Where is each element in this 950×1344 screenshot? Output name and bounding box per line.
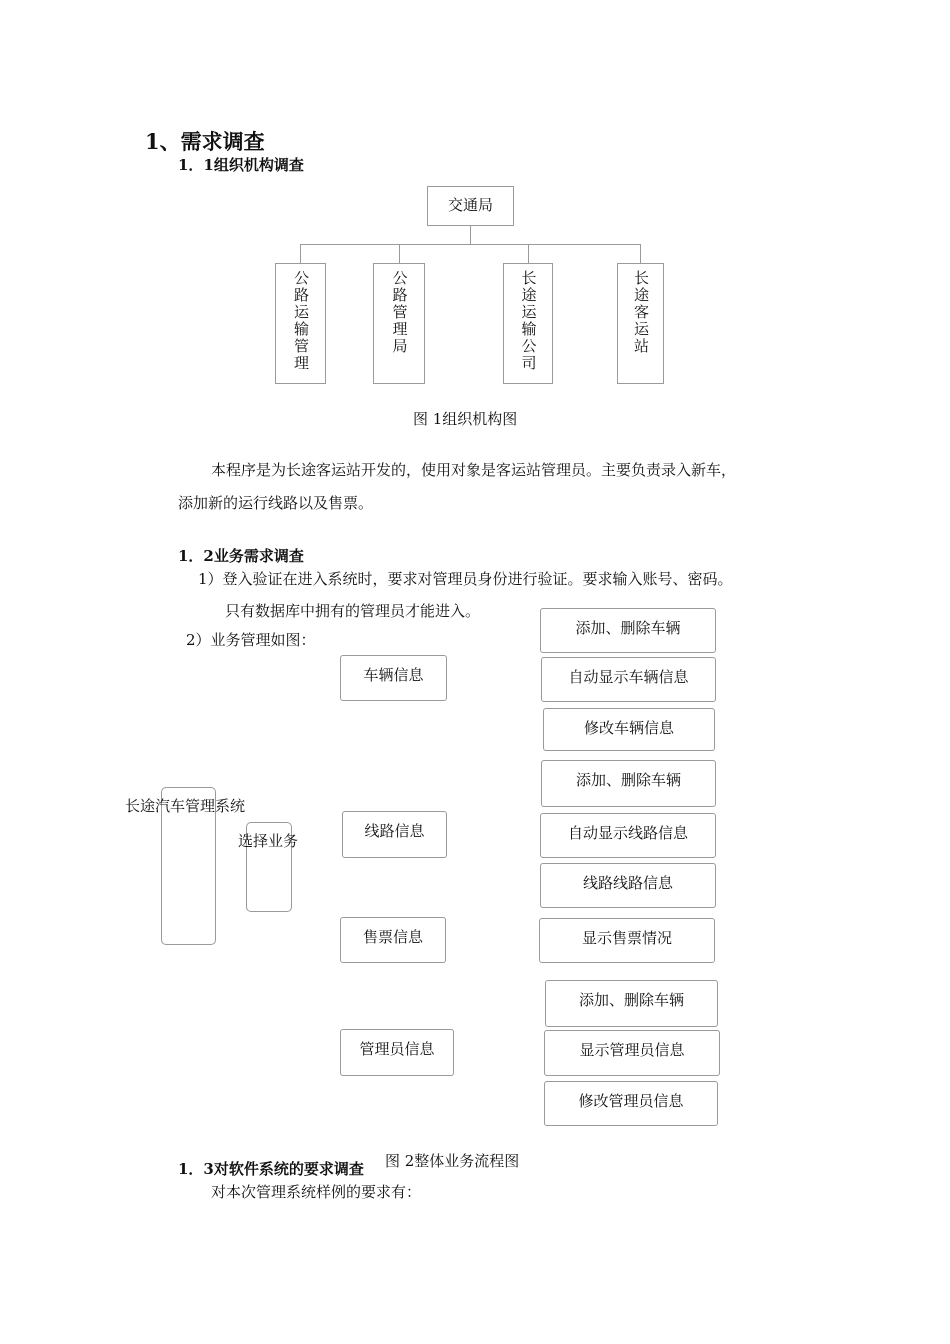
group-vehicle-info: 车辆信息	[340, 655, 447, 701]
list-item-continuation: 只有数据库中拥有的管理员才能进入。	[225, 602, 481, 620]
select-label: 选择业务	[238, 832, 299, 850]
action-box: 添加、删除车辆	[545, 980, 718, 1027]
group-route-info: 线路信息	[342, 811, 447, 858]
action-box: 自动显示车辆信息	[541, 657, 716, 702]
group-ticket-info: 售票信息	[340, 917, 446, 963]
action-box: 添加、删除车辆	[540, 608, 716, 653]
org-connector	[470, 226, 471, 244]
org-child-label: 公路管理局	[390, 270, 409, 355]
figure-2-caption: 图 2整体业务流程图	[379, 1149, 525, 1172]
org-connector	[300, 244, 641, 245]
section-1-3-line: 对本次管理系统样例的要求有：	[211, 1183, 422, 1201]
org-child-1	[275, 263, 326, 384]
action-box: 显示售票情况	[539, 918, 715, 963]
org-connector	[399, 244, 400, 263]
action-box: 修改管理员信息	[544, 1081, 718, 1126]
action-box: 线路线路信息	[540, 863, 716, 908]
org-child-4	[617, 263, 664, 384]
org-connector	[300, 244, 301, 263]
heading-1: 1、需求调查	[145, 129, 265, 154]
org-child-3	[503, 263, 553, 384]
list-item: 1）登入验证在进入系统时，要求对管理员身份进行验证。要求输入账号、密码。	[198, 570, 733, 588]
org-child-label: 公路运输管理	[292, 270, 310, 372]
org-child-2	[373, 263, 425, 384]
org-connector	[640, 244, 641, 263]
group-admin-info: 管理员信息	[340, 1029, 454, 1076]
paragraph-line: 添加新的运行线路以及售票。	[178, 494, 374, 512]
org-root: 交通局	[427, 186, 514, 226]
org-connector	[528, 244, 529, 263]
action-box: 修改车辆信息	[543, 708, 715, 751]
org-child-label: 长途客运站	[632, 270, 650, 355]
section-1-2-title: 1．2业务需求调查	[178, 547, 304, 565]
system-label: 长途汽车管理系统	[125, 797, 246, 815]
section-1-3-title: 1．3对软件系统的要求调查	[178, 1160, 364, 1178]
org-child-label: 长途运输公司	[519, 270, 538, 372]
paragraph-line: 本程序是为长途客运站开发的，使用对象是客运站管理员。主要负责录入新车，	[211, 461, 737, 479]
action-box: 显示管理员信息	[544, 1030, 720, 1076]
list-item: 2）业务管理如图：	[186, 631, 316, 649]
section-1-1-title: 1．1组织机构调查	[178, 156, 304, 174]
figure-1-caption: 图 1组织机构图	[413, 410, 518, 428]
action-box: 添加、删除车辆	[541, 760, 716, 807]
action-box: 自动显示线路信息	[540, 813, 716, 858]
